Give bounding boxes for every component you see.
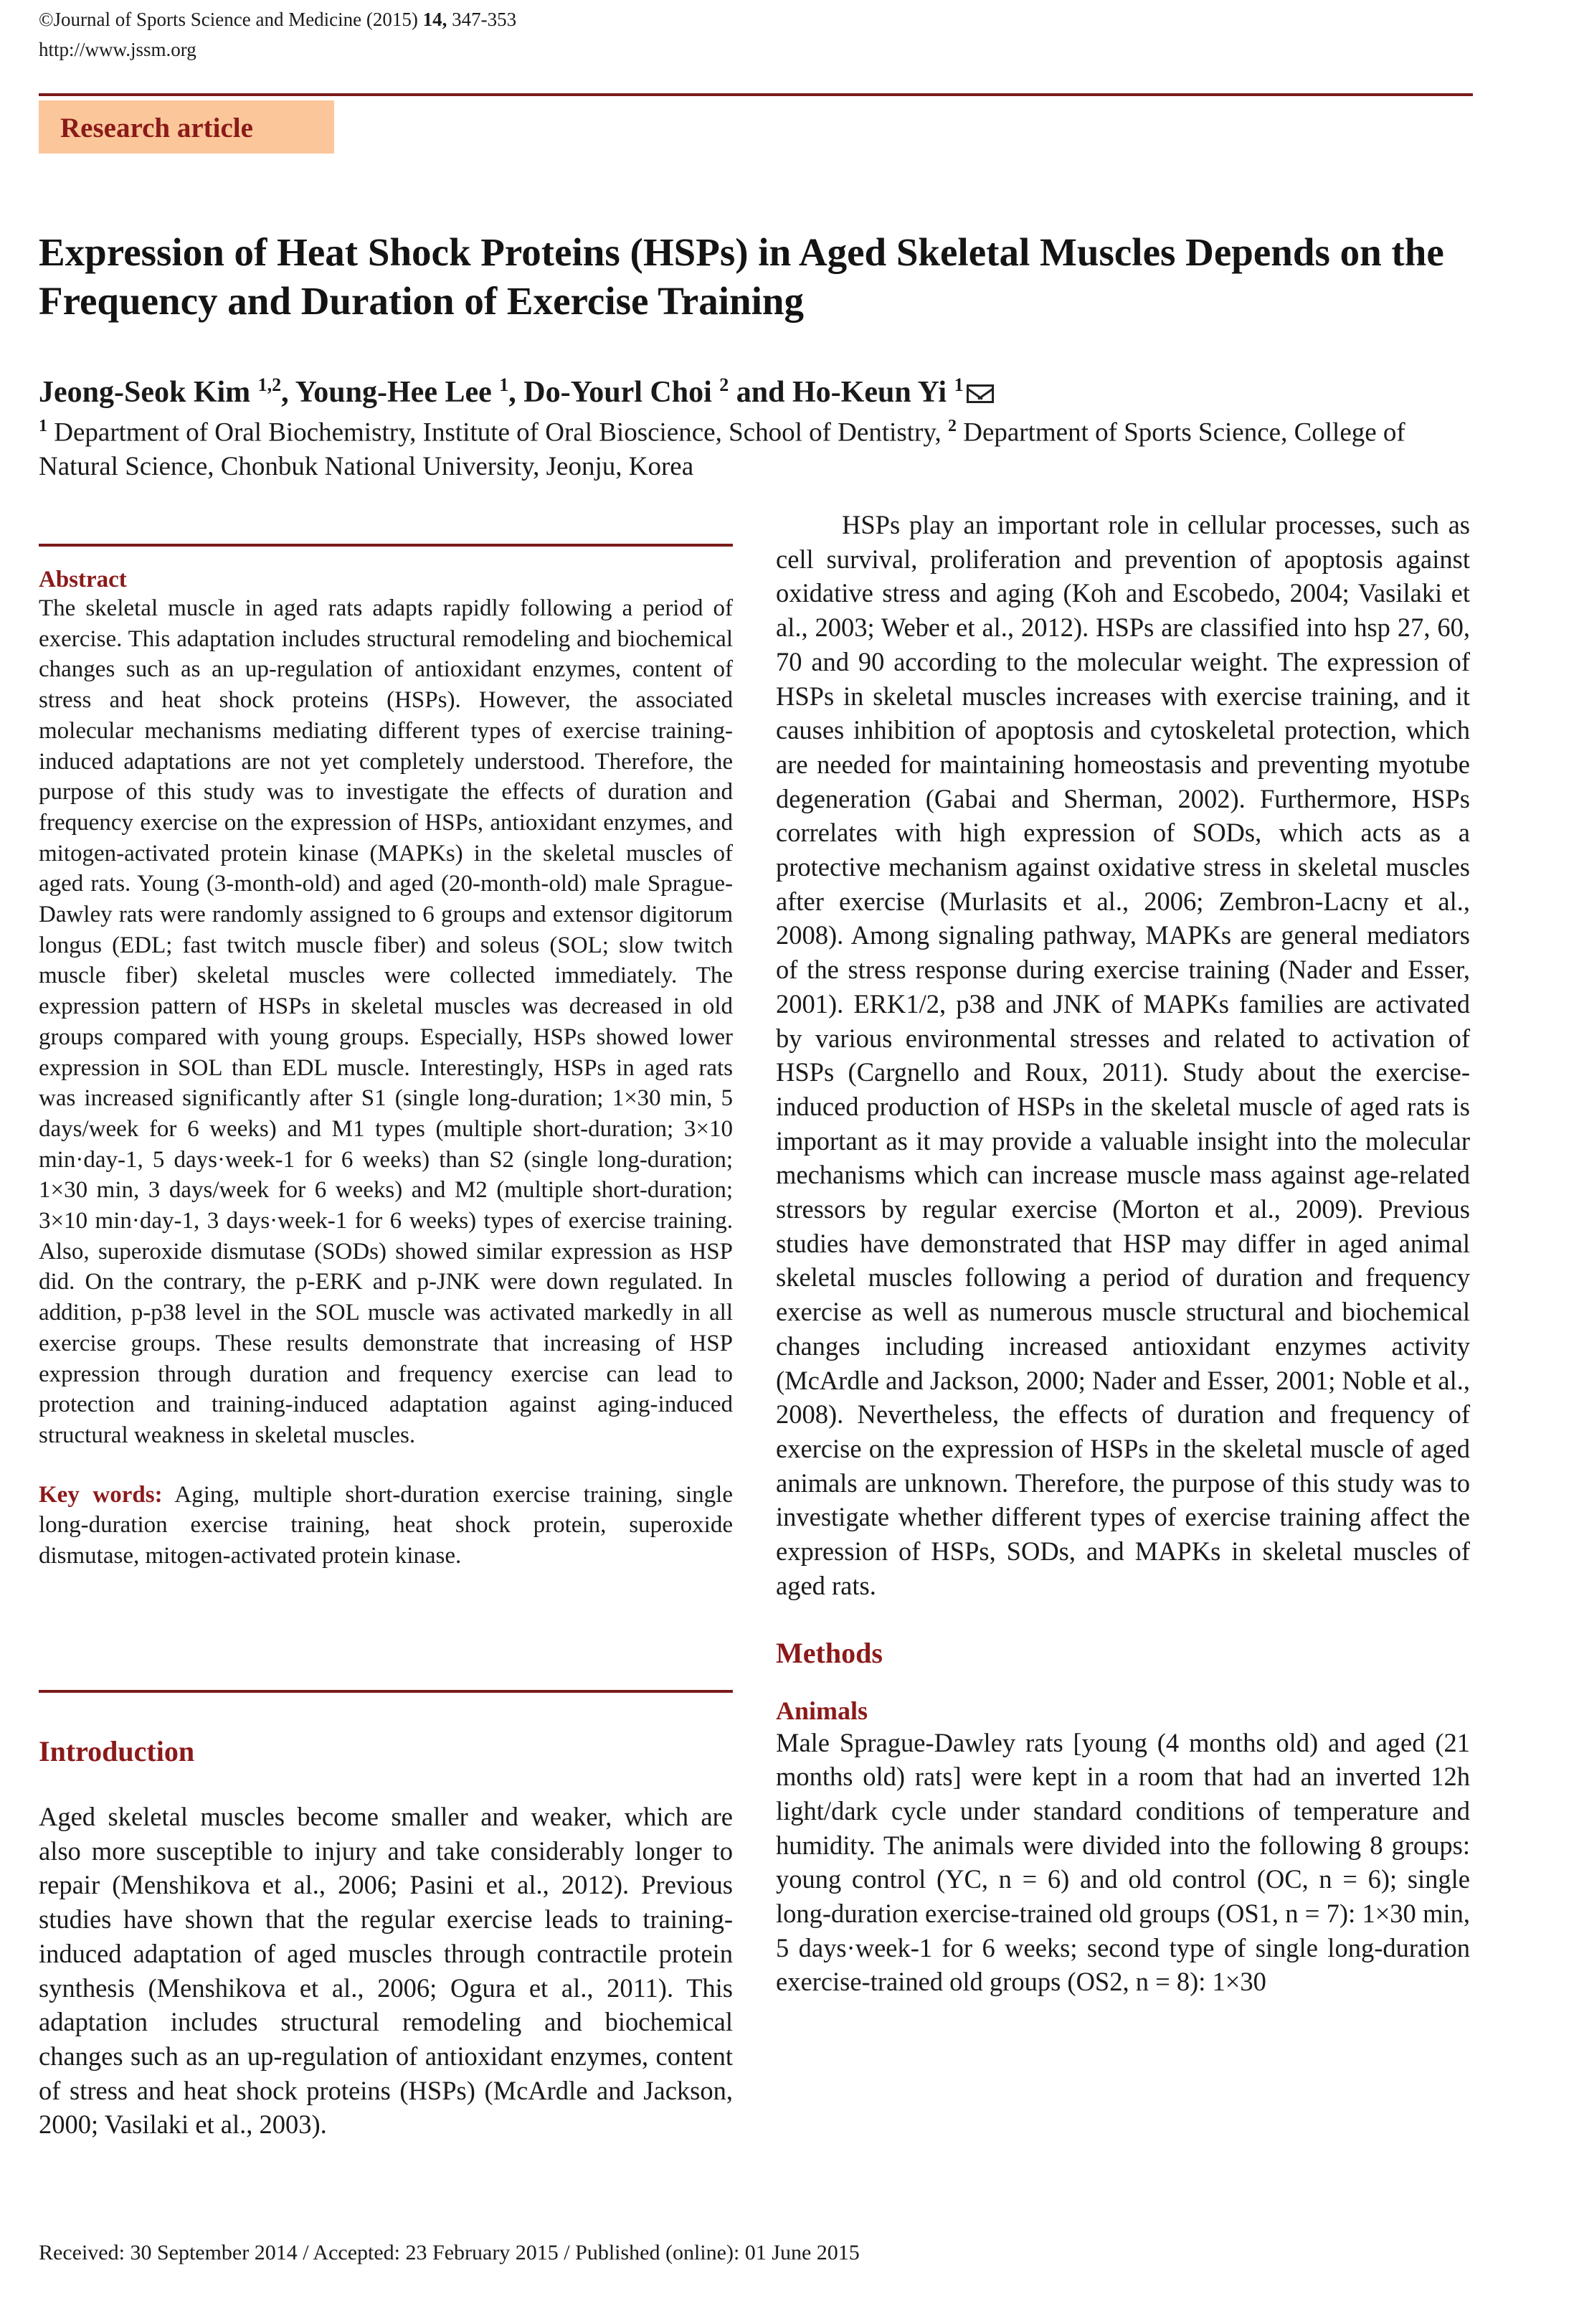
abstract-heading: Abstract (39, 567, 127, 592)
author-affiliation-marker: 1 (954, 374, 964, 395)
introduction-paragraph: HSPs play an important role in cellular processes, such as cell survival, proliferation and prevention of apoptosis against oxidative stress and aging (Koh and Escobedo, 2004; Vasilaki et al., 2003; Weber et al., 2012). HSPs are classified into hsp 27, 60, 70 and 90 according to the molecular weight. The expression of HSPs in skeletal muscles increases with exercise training, and it causes inhibition of apoptosis and cytoskeletal protection, which are needed for maintaining homeostasis and preventing myotube degeneration (Gabai and Sherman, 2002). Furthermore, HSPs correlates with high expression of SODs, which acts as a protective mechanism against oxidative stress in skeletal muscles after exercise (Murlasits et al., 2006; Zembron-Lacny et al., 2008). Among signaling pathway, MAPKs are general mediators of the stress response during exercise training (Nader and Esser, 2001). ERK1/2, p38 and JNK of MAPKs families are activated by various environmental stresses and related to activation of HSPs (Cargnello and Roux, 2011). Study about the exercise-induced production of HSPs in the skeletal muscle of aged rats is important as it may provide a valuable insight into the molecular mechanisms which can increase muscle mass against age-related stressors by regular exercise (Morton et al., 2009). Previous studies have demonstrated that HSP may differ in aged animal skeletal muscles following a period of duration and frequency exercise as well as numerous muscle structural and biochemical changes including increased antioxidant enzymes activity (McArdle and Jackson, 2000; Nader and Esser, 2001; Noble et al., 2008). Nevertheless, the effects of duration and frequency of exercise on the expression of HSPs in the skeletal muscle of aged animals are unknown. Therefore, the purpose of this study was to investigate whether different types of exercise training affect the expression of HSPs, SODs, and MAPKs in skeletal muscles of aged rats. (776, 510, 1470, 1600)
author-name: Ho-Keun Yi (792, 376, 947, 409)
abstract-text: The skeletal muscle in aged rats adapts rapidly following a period of exercise. This adaptation includes structural remodeling and biochemical changes such as an up-regulation of antioxidant enzymes, content of stress and heat shock proteins (HSPs). However, the associated molecular mechanisms mediating different types of exercise training-induced adaptations are not yet completely understood. Therefore, the purpose of this study was to investigate the effects of duration and frequency exercise on the expression of HSPs, antioxidant enzymes, and mitogen-activated protein kinase (MAPKs) in the skeletal muscles of aged rats. Young (3-month-old) and aged (20-month-old) male Sprague-Dawley rats were randomly assigned to 6 groups and extensor digitorum longus (EDL; fast twitch muscle fiber) and soleus (SOL; slow twitch muscle fiber) skeletal muscles were collected immediately. The expression pattern of HSPs in skeletal muscles was decreased in old groups compared with young groups. Especially, HSPs showed lower expression in SOL than EDL muscle. Interestingly, HSPs in aged rats was increased significantly after S1 (single long-duration; 1×30 min, 5 days/week for 6 weeks) and M1 types (multiple short-duration; 3×10 min·day-1, 5 days·week-1 for 6 weeks) than S2 (single long-duration; 1×30 min, 3 days/week for 6 weeks) and M2 (multiple short-duration; 3×10 min·day-1, 3 days·week-1 for 6 weeks) types of exercise training. Also, superoxide dismutase (SODs) showed similar expression as HSP did. On the contrary, the p-ERK and p-JNK were down regulated. In addition, p-p38 level in the SOL muscle was activated markedly in all exercise groups. These results demonstrate that increasing of HSP expression through duration and frequency exercise can lead to protection and training-induced adaptation against aging-induced structural weakness in skeletal muscles. (39, 595, 733, 1448)
abstract-section (39, 567, 733, 1572)
author-name: Do-Yourl Choi (523, 376, 712, 409)
abstract-top-rule (39, 544, 733, 547)
introduction-heading: Introduction (39, 1735, 195, 1767)
abstract-bottom-rule (39, 1690, 733, 1693)
author-name: Jeong-Seok Kim (39, 376, 251, 409)
keywords (39, 1480, 733, 1572)
author-affiliation-marker: 2 (719, 374, 729, 395)
author-name: Young-Hee Lee (295, 376, 492, 409)
publication-dates: Received: 30 September 2014 / Accepted: 23 February 2015 / Published (online): 01 June 2015 (39, 2241, 860, 2264)
affiliations: $^1$ Department of Oral Biochemistry, Institute of Oral Bioscience, School of Dentistry, $^2$ Department of Sports Science, College of Natural Science, Chonbuk National University, Jeonju, Korea (39, 417, 1405, 482)
introduction-paragraph: Aged skeletal muscles become smaller and weaker, which are also more susceptible to injury and take considerably longer to repair (Menshikova et al., 2006; Pasini et al., 2012). Previous studies have shown that the regular exercise leads to training-induced adaptation of aged muscles through contractile protein synthesis (Menshikova et al., 2006; Ogura et al., 2011). This adaptation includes structural remodeling and biochemical changes such as an up-regulation of antioxidant enzymes, content of stress and heat shock proteins (HSPs) (McArdle and Jackson, 2000; Vasilaki et al., 2003). (39, 1802, 733, 2140)
journal-pages: 347-353 (452, 9, 517, 30)
keywords-label: Key words: (39, 1481, 163, 1508)
animals-subheading: Animals (776, 1696, 868, 1725)
article-title: Expression of Heat Shock Proteins (HSPs) in Aged Skeletal Muscles Depends on the Frequency and Duration of Exercise Training (39, 230, 1444, 323)
journal-url[interactable]: http://www.jssm.org (39, 39, 196, 60)
journal-volume: 14, (422, 9, 447, 30)
article-type-badge (39, 100, 334, 153)
introduction-continued (776, 508, 1470, 1999)
author-affiliation-marker: 1 (499, 374, 509, 395)
article-type-label: Research article (60, 113, 253, 143)
keywords-text: Aging, multiple short-duration exercise training, single long-duration exercise training, heat shock protein, superoxide dismutase, mitogen-activated protein kinase. (39, 1481, 733, 1569)
journal-citation: ©Journal of Sports Science and Medicine (2015) 14, 347-353 (39, 9, 517, 30)
methods-heading: Methods (776, 1636, 883, 1669)
envelope-icon[interactable] (967, 384, 994, 403)
author-affiliation-marker: 1,2 (257, 374, 282, 395)
header-rule (39, 93, 1473, 96)
author-list: Jeong-Seok Kim $^{1,2}$, Young-Hee Lee $^1$, Do-Yourl Choi $^2$ and Ho-Keun Yi $^1$ (39, 367, 994, 410)
methods-paragraph: Male Sprague-Dawley rats [young (4 months old) and aged (21 months old) rats] were kept in a room that had an inverted 12h light/dark cycle under standard conditions of temperature and humidity. The animals were divided into the following 8 groups: young control (YC, n = 6) and old control (OC, n = 6); single long-duration exercise-trained old groups (OS1, n = 7): 1×30 min, 5 days·week-1 for 6 weeks; second type of single long-duration exercise-trained old groups (OS2, n = 8): 1×30 (776, 1727, 1470, 1997)
introduction-section (39, 1734, 733, 2142)
